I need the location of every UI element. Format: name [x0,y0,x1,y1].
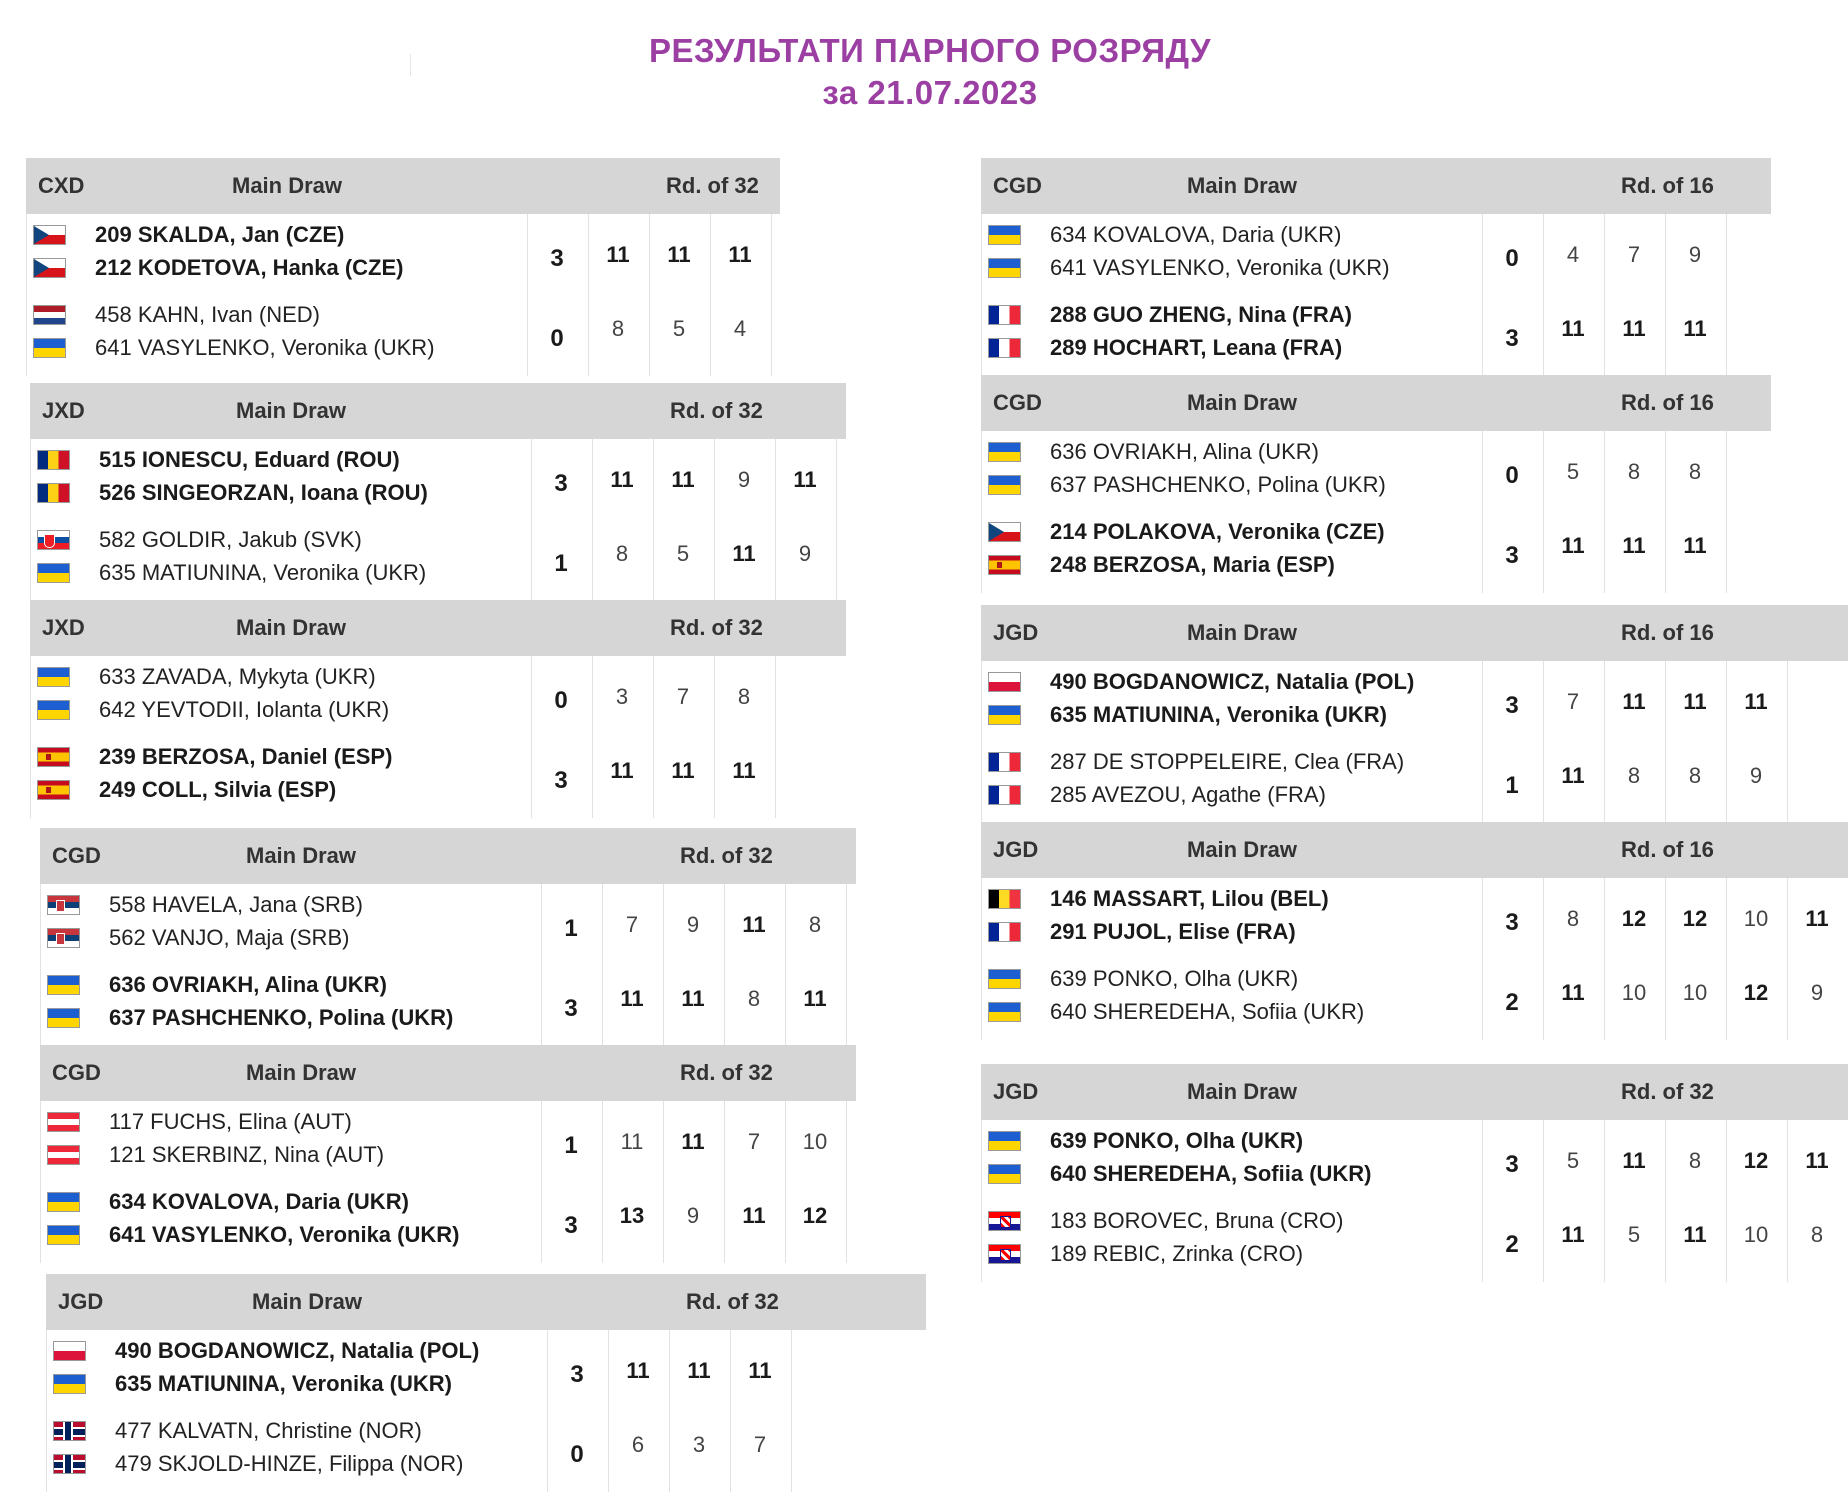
match-body [981,431,1730,593]
flag-srb-icon [47,895,80,915]
player-name[interactable]: 640 SHEREDEHA, Sofiia (UKR) [1050,999,1365,1024]
flag-ukr-icon [47,1225,80,1245]
match-body [46,1330,795,1492]
sets-won: 1 [554,550,568,577]
game-score: 7 [753,1432,767,1457]
round-name: Rd. of 16 [1621,620,1714,645]
game-score: 8 [1627,763,1641,788]
losing-pair [31,660,779,730]
player-name[interactable]: 635 MATIUNINA, Veronika (UKR) [1050,702,1387,727]
game-score: 7 [625,912,639,937]
game-score: 11 [667,242,691,267]
match-header [981,158,1771,214]
flag-fra-icon [988,785,1021,805]
event-code: CGD [993,173,1042,198]
game-score: 8 [611,316,625,341]
game-score: 8 [1810,1222,1824,1247]
losing-pair [982,435,1730,505]
flag-ukr-icon [47,1192,80,1212]
player-name[interactable]: 214 POLAKOVA, Veronika (CZE) [1050,519,1385,544]
game-score: 11 [1683,533,1707,558]
flag-esp-icon [37,747,70,767]
game-score: 9 [798,541,812,566]
round-name: Rd. of 32 [670,398,763,423]
sets-won: 3 [1505,909,1519,936]
round-name: Rd. of 32 [1621,1079,1714,1104]
player-name[interactable]: 288 GUO ZHENG, Nina (FRA) [1050,302,1352,327]
flag-bel-icon [988,889,1021,909]
game-score: 8 [808,912,822,937]
flag-pol-icon [988,672,1021,692]
draw-name: Main Draw [1187,173,1298,198]
winning-pair [47,1334,795,1404]
winning-pair [982,298,1730,368]
game-score: 10 [1743,906,1769,931]
player-name[interactable]: 635 MATIUNINA, Veronika (UKR) [115,1371,452,1396]
game-score: 11 [610,758,634,783]
player-name[interactable]: 637 PASHCHENKO, Polina (UKR) [109,1005,454,1030]
game-score: 3 [615,684,629,709]
losing-pair [41,1105,850,1175]
game-score: 6 [631,1432,645,1457]
player-name[interactable]: 582 GOLDIR, Jakub (SVK) [99,527,362,552]
game-score: 11 [1622,689,1646,714]
sets-won: 3 [1505,542,1519,569]
game-score: 7 [676,684,690,709]
game-score: 11 [1561,533,1585,558]
game-score: 5 [1627,1222,1641,1247]
flag-fra-icon [988,305,1021,325]
flag-nor-icon [53,1421,86,1441]
sets-won: 3 [1505,325,1519,352]
game-score: 11 [1622,1148,1646,1173]
flag-esp-icon [37,780,70,800]
player-name[interactable]: 146 MASSART, Lilou (BEL) [1050,886,1329,911]
game-score: 7 [1627,242,1641,267]
losing-pair [31,523,840,593]
player-name[interactable]: 285 AVEZOU, Agathe (FRA) [1050,782,1326,807]
flag-cro-icon [988,1211,1021,1231]
game-score: 11 [626,1358,650,1383]
flag-cze-icon [33,258,66,278]
flag-svk-icon [37,530,70,550]
game-score: 11 [1561,1222,1585,1247]
game-score: 9 [1688,242,1702,267]
game-score: 11 [1805,1148,1829,1173]
player-name[interactable]: 641 VASYLENKO, Veronika (UKR) [109,1222,460,1247]
match-body [981,214,1730,376]
flag-ukr-icon [988,225,1021,245]
game-score: 9 [1749,763,1763,788]
game-score: 11 [610,467,634,492]
game-score: 11 [742,912,766,937]
player-name[interactable]: 490 BOGDANOWICZ, Natalia (POL) [1050,669,1415,694]
flag-srb-icon [47,928,80,948]
player-name[interactable]: 479 SKJOLD-HINZE, Filippa (NOR) [115,1451,464,1476]
sets-won: 1 [564,1132,578,1159]
player-name[interactable]: 558 HAVELA, Jana (SRB) [109,892,363,917]
player-name[interactable]: 639 PONKO, Olha (UKR) [1050,1128,1304,1153]
game-score: 8 [1688,459,1702,484]
player-name[interactable]: 248 BERZOSA, Maria (ESP) [1050,552,1335,577]
player-name[interactable]: 239 BERZOSA, Daniel (ESP) [99,744,393,769]
match-body [981,1120,1848,1282]
winning-pair [31,740,779,810]
match-header [981,822,1848,878]
draw-name: Main Draw [246,843,357,868]
game-score: 11 [1683,316,1707,341]
flag-ukr-icon [988,1164,1021,1184]
game-score: 5 [676,541,690,566]
winning-pair [27,218,775,288]
flag-ukr-icon [988,1002,1021,1022]
sets-won: 3 [564,995,578,1022]
game-score: 3 [692,1432,706,1457]
flag-ned-icon [33,305,66,325]
game-score: 9 [686,912,700,937]
winning-pair [41,1185,850,1255]
game-score: 10 [1621,980,1647,1005]
game-score: 4 [733,316,747,341]
draw-name: Main Draw [1187,1079,1298,1104]
player-name[interactable]: 291 PUJOL, Elise (FRA) [1050,919,1296,944]
draw-name: Main Draw [246,1060,357,1085]
sets-won: 3 [564,1212,578,1239]
match-header [981,1064,1848,1120]
event-code: JGD [993,837,1039,862]
game-score: 11 [793,467,817,492]
flag-fra-icon [988,922,1021,942]
game-score: 10 [1743,1222,1769,1247]
flag-ukr-icon [37,563,70,583]
round-name: Rd. of 32 [670,615,763,640]
match-header [46,1274,926,1330]
game-score: 11 [620,986,644,1011]
game-score: 10 [802,1129,828,1154]
title-divider [410,54,411,76]
flag-ukr-icon [988,969,1021,989]
sets-won: 2 [1505,1231,1519,1258]
match-header [981,375,1771,431]
player-name[interactable]: 209 SKALDA, Jan (CZE) [95,222,345,247]
match-body [26,214,775,376]
game-score: 11 [1561,316,1585,341]
game-score: 11 [671,758,695,783]
player-name[interactable]: 641 VASYLENKO, Veronika (UKR) [95,335,435,360]
match-body [40,884,850,1046]
game-score: 11 [671,467,695,492]
flag-cze-icon [988,522,1021,542]
player-name[interactable]: 212 KODETOVA, Hanka (CZE) [95,255,404,280]
game-score: 12 [1743,1148,1769,1173]
game-score: 11 [732,541,756,566]
sets-won: 3 [1505,692,1519,719]
round-name: Rd. of 32 [686,1289,779,1314]
player-name[interactable]: 490 BOGDANOWICZ, Natalia (POL) [115,1338,480,1363]
flag-ukr-icon [988,705,1021,725]
flag-ukr-icon [37,667,70,687]
draw-name: Main Draw [232,173,343,198]
match-header [26,158,780,214]
event-code: JGD [58,1289,104,1314]
flag-aut-icon [47,1112,80,1132]
player-name[interactable]: 287 DE STOPPELEIRE, Clea (FRA) [1050,749,1405,774]
page-title [0,30,1848,114]
flag-ukr-icon [988,475,1021,495]
game-score: 8 [747,986,761,1011]
game-score: 11 [1561,980,1585,1005]
round-name: Rd. of 32 [680,843,773,868]
player-name[interactable]: 633 ZAVADA, Mykyta (UKR) [99,664,376,689]
winning-pair [31,443,840,513]
event-code: JXD [42,615,85,640]
losing-pair [27,298,775,368]
winning-pair [982,882,1848,952]
losing-pair [41,888,850,958]
event-code: JGD [993,1079,1039,1104]
event-code: JGD [993,620,1039,645]
sets-won: 2 [1505,989,1519,1016]
player-name[interactable]: 117 FUCHS, Elina (AUT) [109,1109,352,1134]
game-score: 5 [1566,459,1580,484]
flag-ukr-icon [37,700,70,720]
match-body [981,878,1848,1040]
sets-won: 0 [570,1441,584,1468]
flag-nor-icon [53,1454,86,1474]
player-name[interactable]: 636 OVRIAKH, Alina (UKR) [109,972,387,997]
round-name: Rd. of 16 [1621,837,1714,862]
game-score: 12 [1743,980,1769,1005]
sets-won: 3 [550,245,564,272]
sets-won: 3 [1505,1151,1519,1178]
game-score: 10 [1682,980,1708,1005]
player-name[interactable]: 636 OVRIAKH, Alina (UKR) [1050,439,1319,464]
game-score: 11 [687,1358,711,1383]
match-body [30,656,779,818]
sets-won: 0 [1505,462,1519,489]
game-score: 8 [1688,1148,1702,1173]
game-score: 7 [1566,689,1580,714]
losing-pair [982,218,1730,288]
game-score: 8 [1566,906,1580,931]
match-body [981,661,1791,823]
sets-won: 3 [554,767,568,794]
flag-ukr-icon [47,1008,80,1028]
flag-rou-icon [37,483,70,503]
winning-pair [982,1124,1848,1194]
flag-aut-icon [47,1145,80,1165]
player-name[interactable]: 121 SKERBINZ, Nina (AUT) [109,1142,385,1167]
game-score: 11 [748,1358,772,1383]
flag-rou-icon [37,450,70,470]
game-score: 5 [672,316,686,341]
game-score: 12 [1621,906,1647,931]
game-score: 8 [1627,459,1641,484]
winning-pair [982,665,1791,735]
game-score: 11 [1744,689,1768,714]
player-name[interactable]: 562 VANJO, Maja (SRB) [109,925,350,950]
game-score: 5 [1566,1148,1580,1173]
draw-name: Main Draw [1187,620,1298,645]
game-score: 8 [1688,763,1702,788]
player-name[interactable]: 640 SHEREDEHA, Sofiia (UKR) [1050,1161,1372,1186]
losing-pair [982,962,1848,1032]
flag-cro-icon [988,1244,1021,1264]
game-score: 11 [681,1129,705,1154]
player-name[interactable]: 477 KALVATN, Christine (NOR) [115,1418,422,1443]
losing-pair [982,745,1791,815]
title-line-1: РЕЗУЛЬТАТИ ПАРНОГО РОЗРЯДУ [649,32,1211,69]
match-header [30,383,846,439]
game-score: 8 [615,541,629,566]
game-score: 7 [747,1129,761,1154]
match-header [40,828,856,884]
losing-pair [982,1204,1848,1274]
event-code: CGD [52,1060,101,1085]
game-score: 4 [1566,242,1580,267]
losing-pair [47,1414,795,1484]
flag-ukr-icon [33,338,66,358]
game-score: 9 [1810,980,1824,1005]
sets-won: 0 [1505,245,1519,272]
game-score: 11 [1622,533,1646,558]
match-body [30,439,840,601]
event-code: CGD [993,390,1042,415]
game-score: 9 [737,467,751,492]
flag-ukr-icon [988,258,1021,278]
game-score: 9 [686,1203,700,1228]
winning-pair [41,968,850,1038]
flag-fra-icon [988,752,1021,772]
sets-won: 0 [554,687,568,714]
event-code: JXD [42,398,85,423]
player-name[interactable]: 289 HOCHART, Leana (FRA) [1050,335,1343,360]
game-score: 12 [1682,906,1708,931]
event-code: CGD [52,843,101,868]
game-score: 11 [1805,906,1829,931]
sets-won: 1 [1505,772,1519,799]
player-name[interactable]: 458 KAHN, Ivan (NED) [95,302,320,327]
flag-fra-icon [988,338,1021,358]
player-name[interactable]: 249 COLL, Silvia (ESP) [99,777,337,802]
game-score: 8 [737,684,751,709]
title-line-2: за 21.07.2023 [822,74,1038,111]
player-name[interactable]: 183 BOROVEC, Bruna (CRO) [1050,1208,1344,1233]
game-score: 11 [1683,689,1707,714]
flag-esp-icon [988,555,1021,575]
flag-ukr-icon [988,442,1021,462]
player-name[interactable]: 637 PASHCHENKO, Polina (UKR) [1050,472,1386,497]
winning-pair [982,515,1730,585]
game-score: 13 [619,1203,645,1228]
game-score: 11 [732,758,756,783]
game-score: 11 [803,986,827,1011]
game-score: 11 [620,1129,644,1154]
game-score: 11 [728,242,752,267]
draw-name: Main Draw [236,398,347,423]
player-name[interactable]: 639 PONKO, Olha (UKR) [1050,966,1299,991]
draw-name: Main Draw [1187,390,1298,415]
round-name: Rd. of 16 [1621,173,1714,198]
round-name: Rd. of 16 [1621,390,1714,415]
sets-won: 0 [550,325,564,352]
player-name[interactable]: 634 KOVALOVA, Daria (UKR) [1050,222,1342,247]
draw-name: Main Draw [252,1289,363,1314]
sets-won: 3 [554,470,568,497]
match-header [30,600,846,656]
game-score: 11 [681,986,705,1011]
flag-pol-icon [53,1341,86,1361]
player-name[interactable]: 634 KOVALOVA, Daria (UKR) [109,1189,409,1214]
player-name[interactable]: 641 VASYLENKO, Veronika (UKR) [1050,255,1390,280]
flag-ukr-icon [988,1131,1021,1151]
game-score: 11 [606,242,630,267]
player-name[interactable]: 642 YEVTODII, Iolanta (UKR) [99,697,390,722]
player-name[interactable]: 189 REBIC, Zrinka (CRO) [1050,1241,1304,1266]
flag-ukr-icon [53,1374,86,1394]
game-score: 11 [1561,763,1585,788]
match-body [40,1101,850,1263]
sets-won: 3 [570,1361,584,1388]
round-name: Rd. of 32 [666,173,759,198]
draw-name: Main Draw [236,615,347,640]
game-score: 11 [1622,316,1646,341]
game-score: 11 [742,1203,766,1228]
game-score: 11 [1683,1222,1707,1247]
flag-cze-icon [33,225,66,245]
player-name[interactable]: 635 MATIUNINA, Veronika (UKR) [99,560,427,585]
draw-name: Main Draw [1187,837,1298,862]
player-name[interactable]: 526 SINGEORZAN, Ioana (ROU) [99,480,428,505]
match-header [981,605,1848,661]
game-score: 12 [802,1203,828,1228]
sets-won: 1 [564,915,578,942]
flag-ukr-icon [47,975,80,995]
match-header [40,1045,856,1101]
event-code: CXD [38,173,85,198]
player-name[interactable]: 515 IONESCU, Eduard (ROU) [99,447,400,472]
round-name: Rd. of 32 [680,1060,773,1085]
